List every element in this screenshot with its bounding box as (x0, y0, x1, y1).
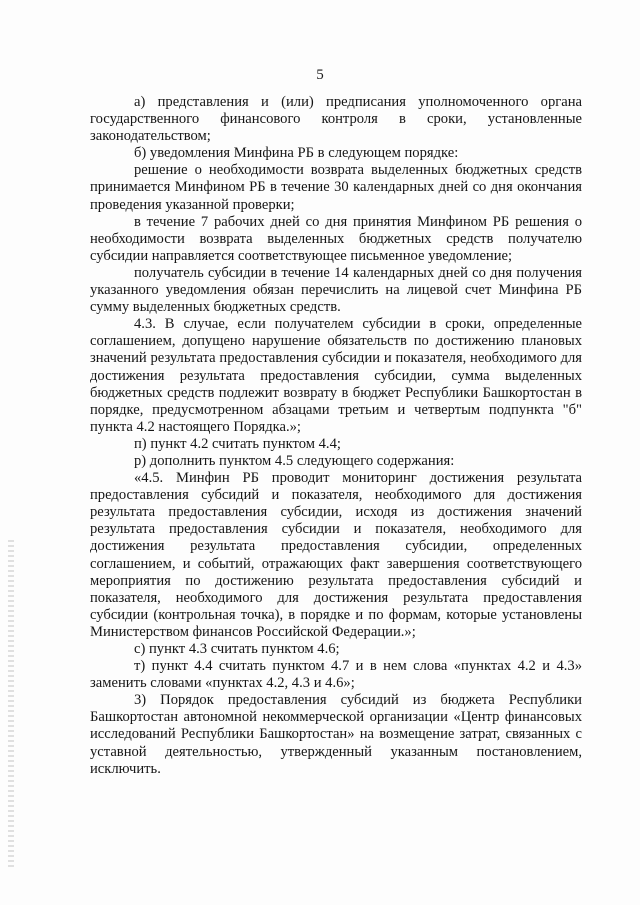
paragraph-4-5: «4.5. Минфин РБ проводит мониторинг достижения результата предоставления субсидий и показателя, необходимого для достижения результата предоставления субсидии, исходя из достижения значений результата предоставления субсидии и показателя, необходимого для достижения результата предоставления субсидии, определенных соглашением, и событий, отражающих факт завершения соответствующего мероприятия по достижению результата предоставления субсидий и показателя, необходимого для достижения результата предоставления субсидии (контрольная точка), в порядке и по формам, которые установлены Министерством финансов Российской Федерации.»; (90, 470, 582, 640)
paragraph-p: п) пункт 4.2 считать пунктом 4.4; (134, 435, 341, 452)
document-body (90, 94, 582, 778)
paragraph-r: р) дополнить пунктом 4.5 следующего содержания: (134, 452, 455, 469)
page-number: 5 (316, 67, 324, 83)
paragraph-b-refund: получатель субсидии в течение 14 календарных дней со дня получения указанного уведомления обязан перечислить на лицевой счет Минфина РБ сумму выделенных бюджетных средств. (90, 264, 582, 316)
paragraph-3: 3) Порядок предоставления субсидий из бюджета Республики Башкортостан автономной некоммерческой организации «Центр финансовых исследований Республики Башкортостан» на возмещение затрат, связанных с уставной деятельностью, утвержденный указанным постановлением, исключить. (90, 692, 582, 777)
scan-margin-marks (8, 540, 14, 870)
paragraph-s: с) пункт 4.3 считать пунктом 4.6; (134, 641, 340, 657)
paragraph-b: б) уведомления Минфина РБ в следующем порядке: (134, 145, 459, 162)
paragraph-b-notice: в течение 7 рабочих дней со дня принятия Минфином РБ решения о необходимости возврата выделенных бюджетных средств получателю субсидии направляется соответствующее письменное уведомление; (90, 213, 582, 264)
paragraph-a: а) представления и (или) предписания уполномоченного органа государственного финансового контроля в сроки, установленные законодательством; (90, 94, 582, 145)
paragraph-4-3: 4.3. В случае, если получателем субсидии в сроки, определенные соглашением, допущено нарушение обязательств по достижению плановых значений результата предоставления субсидии и показателя, необходимого для достижения результата предоставления субсидии, сумма выделенных бюджетных средств подлежит возврату в бюджет Республики Башкортостан в порядке, предусмотренном абзацами третьим и четвертым подпункта "б" пункта 4.2 настоящего Порядка.»; (90, 316, 582, 435)
paragraph-t: т) пункт 4.4 считать пунктом 4.7 и в нем слова «пунктах 4.2 и 4.3» заменить словами «пунктах 4.2, 4.3 и 4.6»; (90, 658, 582, 692)
paragraph-b-decision: решение о необходимости возврата выделенных бюджетных средств принимается Минфином РБ в течение 30 календарных дней со дня окончания проведения указанной проверки; (90, 162, 582, 213)
